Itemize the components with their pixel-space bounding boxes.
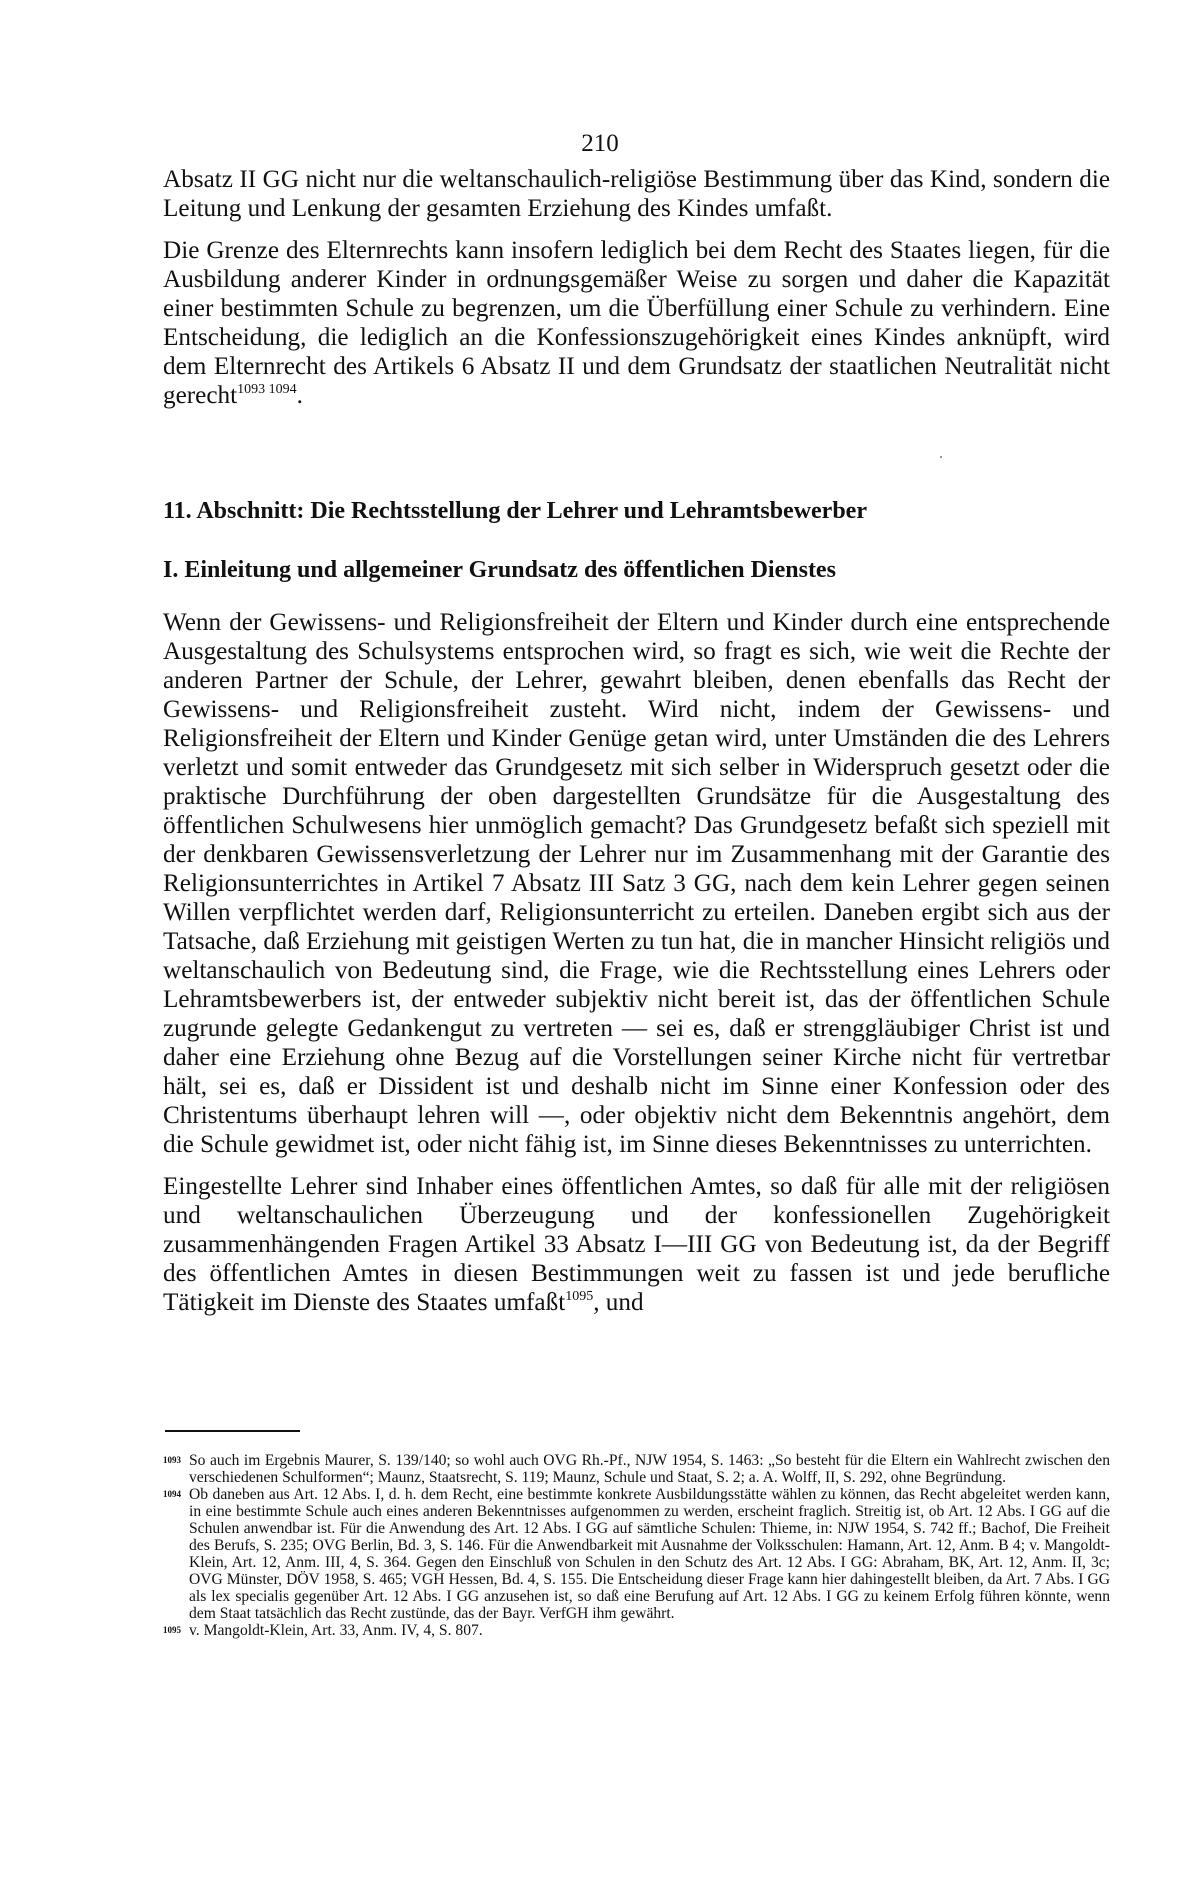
subsection-heading: I. Einleitung und allgemeiner Grundsatz des öffentlichen Dienstes — [163, 557, 836, 583]
paragraph: Wenn der Gewissens- und Religionsfreiheit der Eltern und Kinder durch eine entsprechende Ausgestaltung des Schulsystems entsprochen wird, so fragt es sich, wie weit die Rechte der anderen Partner der Schule, der Lehrer, gewahrt bleiben, denen ebenfalls das Recht der Gewissens- und Religionsfreiheit zusteht. Wird nicht, indem der Gewissens- und Religionsfreiheit der Eltern und Kinder Genüge getan wird, unter Umständen die des Lehrers verletzt und somit entweder das Grundgesetz mit sich selber in Widerspruch gesetzt oder die praktische Durchführung der oben dargestellten Grundsätze für die Ausgestaltung des öffentlichen Schulwesens hier unmöglich gemacht? Das Grundgesetz befaßt sich speziell mit der denkbaren Gewissensverletzung der Lehrer nur im Zusammenhang mit der Garantie des Religionsunterrichtes in Artikel 7 Absatz III Satz 3 GG, nach dem kein Lehrer gegen seinen Willen verpflichtet werden darf, Religionsunterricht zu erteilen. Daneben ergibt sich aus der Tatsache, daß Erziehung mit geistigen Werten zu tun hat, die in mancher Hinsicht religiös und weltanschaulich von Bedeutung sind, die Frage, wie die Rechtsstellung eines Lehrers oder Lehramtsbewerbers ist, der entweder subjektiv nicht bereit ist, das der öffentlichen Schule zugrunde gelegte Gedankengut zu vertreten — sei es, daß er strenggläubiger Christ ist und daher eine Erziehung ohne Bezug auf die Vorstellungen seiner Kirche nicht für vertretbar hält, sei es, daß er Dissident ist und deshalb nicht im Sinne einer Konfession oder des Christentums überhaupt lehren will —, oder objektiv nicht dem Bekenntnis angehört, dem die Schule gewidmet ist, oder nicht fähig ist, im Sinne dieses Bekenntnisses zu unterrichten. — [163, 609, 1111, 1158]
scan-speck — [940, 456, 942, 458]
footnote-separator — [165, 1430, 300, 1432]
top-text-block — [163, 165, 1110, 423]
footnote-reference: 1093 1094 — [237, 382, 297, 397]
paragraph-end: . — [296, 382, 303, 409]
footnotes — [163, 1452, 1110, 1639]
paragraph: Absatz II GG nicht nur die weltanschaulich-religiöse Bestimmung über das Kind, sondern die Leitung und Lenkung der gesamten Erziehung des Kindes umfaßt. — [163, 166, 1110, 222]
paragraph-text: Eingestellte Lehrer sind Inhaber eines öffentlichen Amtes, so daß für alle mit der religiösen und weltanschaulichen Überzeugung und der konfessionellen Zugehörigkeit zusammenhängenden Fragen Artikel 33 Absatz I—III GG von Bedeutung ist, da der Begriff des öffentlichen Amtes in diesen Bestimmungen weit zu fassen ist und jede berufliche Tätigkeit im Dienste des Staates umfaßt — [163, 1173, 1110, 1316]
paragraph — [163, 236, 1110, 410]
main-text-block — [163, 608, 1110, 1330]
paragraph — [163, 1172, 1110, 1317]
footnote-number: 1095 — [163, 1625, 181, 1635]
footnote — [163, 1622, 1110, 1639]
footnote-text: v. Mangoldt-Klein, Art. 33, Anm. IV, 4, S. 807. — [189, 1622, 483, 1639]
page-number: 210 — [581, 130, 619, 157]
footnote-text: Ob daneben aus Art. 12 Abs. I, d. h. dem Recht, eine bestimmte konkrete Ausbildungsstätte wählen zu können, das Recht abgeleitet werden kann, in eine bestimmte Schule auch eines anderen Bekenntnisses aufgenommen zu werden, erscheint fraglich. Streitig ist, ob Art. 12 Abs. I GG auf die Schulen anwendbar ist. Für die Anwendung des Art. 12 Abs. I GG auf sämtliche Schulen: Thieme, in: NJW 1954, S. 742 ff.; Bachof, Die Freiheit des Berufs, S. 235; OVG Berlin, Bd. 3, S. 146. Für die Anwendbarkeit mit Ausnahme der Volksschulen: Hamann, Art. 12, Anm. B 4; v. Mangoldt-Klein, Art. 12, Anm. III, 4, S. 364. Gegen den Einschluß von Schulen in den Schutz des Art. 12 Abs. I GG: Abraham, BK, Art. 12, Anm. II, 3c; OVG Münster, DÖV 1958, S. 465; VGH Hessen, Bd. 4, S. 155. Die Entscheidung dieser Frage kann hier dahingestellt bleiben, da Art. 7 Abs. I GG als lex specialis gegenüber Art. 12 Abs. I GG anzusehen ist, so daß eine Berufung auf Art. 12 Abs. I GG zu keinem Erfolg führen könnte, wenn dem Staat tatsächlich das Recht zustünde, das der Bayr. VerfGH ihm gewährt. — [189, 1486, 1110, 1622]
paragraph-text: Die Grenze des Elternrechts kann insofern lediglich bei dem Recht des Staates liegen, für die Ausbildung anderer Kinder in ordnungsgemäßer Weise zu sorgen und daher die Kapazität einer bestimmten Schule zu begrenzen, um die Überfüllung einer Schule zu verhindern. Eine Entscheidung, die lediglich an die Konfessionszugehörigkeit eines Kindes anknüpft, wird dem Elternrecht des Artikels 6 Absatz II und dem Grundsatz der staatlichen Neutralität nicht gerecht — [163, 237, 1110, 409]
footnote-reference: 1095 — [565, 1289, 594, 1304]
footnote — [163, 1452, 1110, 1486]
footnote — [163, 1486, 1110, 1622]
footnote-text: So auch im Ergebnis Maurer, S. 139/140; so wohl auch OVG Rh.-Pf., NJW 1954, S. 1463: „So besteht für die Eltern ein Wahlrecht zwischen den verschiedenen Schulformen“; Maunz, Staatsrecht, S. 119; Maunz, Schule und Staat, S. 2; a. A. Wolff, II, S. 292, ohne Begründung. — [189, 1452, 1110, 1486]
paragraph-end: , und — [593, 1289, 644, 1316]
footnote-number: 1094 — [163, 1489, 181, 1499]
footnote-number: 1093 — [163, 1455, 181, 1465]
section-heading: 11. Abschnitt: Die Rechtsstellung der Lehrer und Lehramtsbewerber — [163, 498, 867, 524]
